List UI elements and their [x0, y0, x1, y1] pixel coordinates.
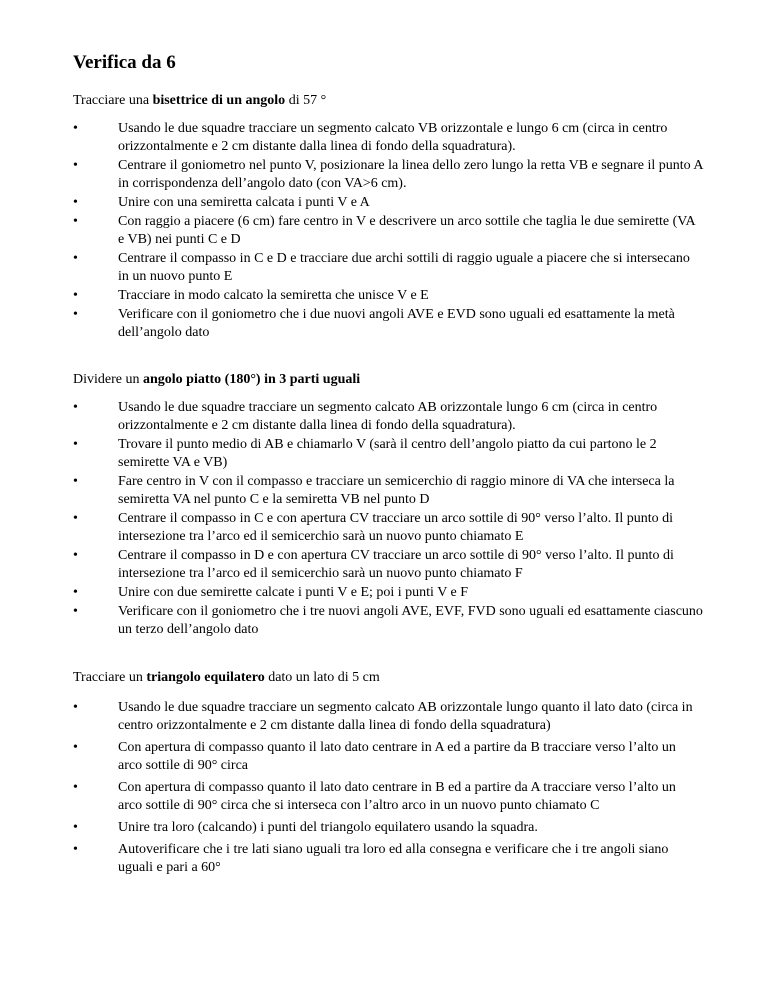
list-item: • Tracciare in modo calcato la semiretta che unisce V e E [73, 287, 703, 305]
section-intro-triangolo [73, 669, 380, 687]
intro-text: dato un lato di 5 cm [264, 670, 380, 685]
intro-text: Tracciare un [73, 670, 147, 685]
list-item: • Trovare il punto medio di AB e chiamarlo V (sarà il centro dell’angolo piatto da cui partono le 2 semirette VA e VB) [73, 436, 703, 472]
section-intro-bisettrice [73, 92, 326, 110]
list-item: • Verificare con il goniometro che i tre nuovi angoli AVE, EVF, FVD sono uguali ed esattamente ciascuno un terzo dell’angolo dato [73, 603, 703, 639]
list-item: • Con apertura di compasso quanto il lato dato centrare in B ed a partire da A tracciare verso l’alto un arco sottile di 90° circa che si interseca con l’altro arco in un nuovo punto chiamato C [73, 779, 703, 815]
list-item: • Verificare con il goniometro che i due nuovi angoli AVE e EVD sono uguali ed esattamente la metà dell’angolo dato [73, 306, 703, 342]
steps-list-bisettrice [73, 120, 703, 343]
list-item: • Usando le due squadre tracciare un segmento calcato VB orizzontale e lungo 6 cm (circa in centro orizzontalmente e 2 cm distante dalla linea di fondo della squadratura). [73, 120, 703, 156]
intro-text: di 57 ° [285, 93, 327, 108]
list-item: • Con apertura di compasso quanto il lato dato centrare in A ed a partire da B tracciare verso l’alto un arco sottile di 90° circa [73, 739, 703, 775]
steps-list-angolo-piatto [73, 399, 703, 640]
list-item: • Con raggio a piacere (6 cm) fare centro in V e descrivere un arco sottile che taglia le due semirette (VA e VB) nei punti C e D [73, 213, 703, 249]
list-item: • Unire con una semiretta calcata i punti V e A [73, 194, 703, 212]
list-item: • Centrare il compasso in D e con apertura CV tracciare un arco sottile di 90° verso l’alto. Il punto di intersezione tra l’arco ed il semicerchio sarà un nuovo punto chiamato F [73, 547, 703, 583]
intro-text: Tracciare una [73, 93, 153, 108]
list-item: • Usando le due squadre tracciare un segmento calcato AB orizzontale lungo 6 cm (circa in centro orizzontalmente e 2 cm distante dalla linea di fondo della squadratura). [73, 399, 703, 435]
list-item: • Unire tra loro (calcando) i punti del triangolo equilatero usando la squadra. [73, 819, 703, 837]
section-intro-angolo-piatto [73, 371, 360, 389]
list-item: • Usando le due squadre tracciare un segmento calcato AB orizzontale lungo quanto il lato dato (circa in centro orizzontalmente e 2 cm distante dalla linea di fondo della squadratura) [73, 699, 703, 735]
list-item: • Fare centro in V con il compasso e tracciare un semicerchio di raggio minore di VA che interseca la semiretta VA nel punto C e la semiretta VB nel punto D [73, 473, 703, 509]
steps-list-triangolo [73, 699, 703, 881]
list-item: • Unire con due semirette calcate i punti V e E; poi i punti V e F [73, 584, 703, 602]
intro-text: Dividere un [73, 372, 143, 387]
list-item: • Centrare il compasso in C e con apertura CV tracciare un arco sottile di 90° verso l’alto. Il punto di intersezione tra l’arco ed il semicerchio sarà un nuovo punto chiamato E [73, 510, 703, 546]
list-item: • Centrare il compasso in C e D e tracciare due archi sottili di raggio uguale a piacere che si intersecano in un nuovo punto E [73, 250, 703, 286]
intro-bold: triangolo equilatero [146, 670, 265, 685]
list-item: • Centrare il goniometro nel punto V, posizionare la linea dello zero lungo la retta VB e segnare il punto A in corrispondenza dell’angolo dato (con VA>6 cm). [73, 157, 703, 193]
list-item: • Autoverificare che i tre lati siano uguali tra loro ed alla consegna e verificare che i tre angoli siano uguali e pari a 60° [73, 841, 703, 877]
intro-bold: angolo piatto (180°) in 3 parti uguali [142, 372, 361, 387]
page-title: Verifica da 6 [73, 52, 176, 73]
intro-bold: bisettrice di un angolo [152, 93, 286, 108]
